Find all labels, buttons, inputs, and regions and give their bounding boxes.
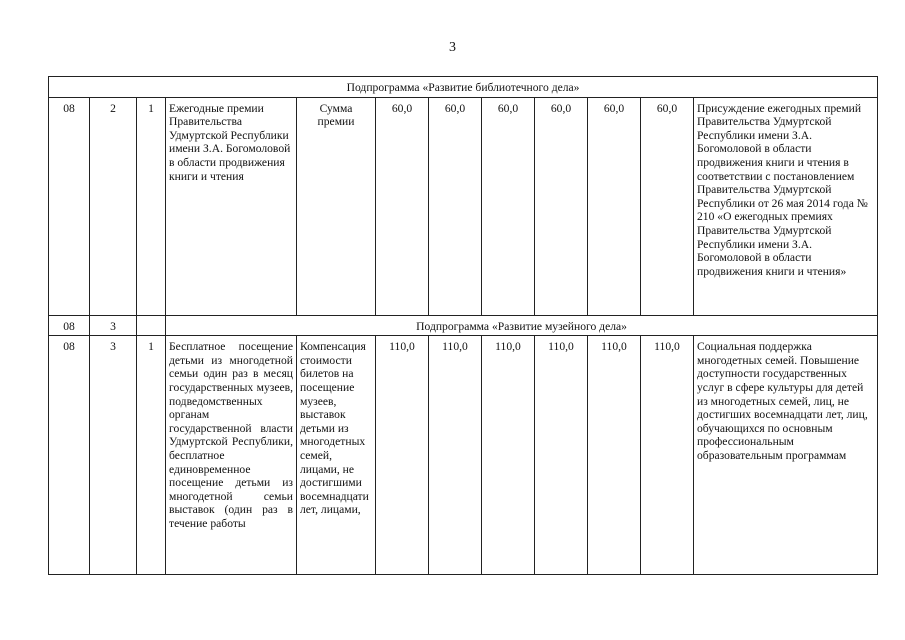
code-cell: 3 [90,336,137,575]
code-cell: 08 [49,336,90,575]
value-cell: 110,0 [641,336,694,575]
code-cell [137,315,166,336]
item-name-text: Бесплатное посещение детьми из многодетной семьи один раз в месяц государственных музеев, подведомственных органам государственной власти Удмуртской Республики, бесплатное единовременное посещение детьми из многодетной семьи выставок (один раз в течение работы [169,340,293,530]
note-cell: Присуждение ежегодных премий Правительства Удмуртской Республики имени З.А. Богомоловой в области продвижения книги и чтения в соответствии с постановлением Правительства Удмуртской Республики от 26 мая 2014 года № 210 «О ежегодных премиях Правительства Удмуртской Республики имени З.А. Богомоловой в области продвижения книги и чтения» [694,97,878,315]
section-header-row [49,315,878,336]
code-cell: 1 [137,336,166,575]
value-cell: 60,0 [429,97,482,315]
program-table [48,76,878,575]
page-number: 3 [449,40,456,55]
value-cell: 110,0 [482,336,535,575]
section-header-row [49,77,878,98]
value-cell: 110,0 [588,336,641,575]
value-cell: 60,0 [535,97,588,315]
value-cell: 60,0 [482,97,535,315]
measure-cell [297,336,376,575]
code-cell: 08 [49,315,90,336]
value-cell: 110,0 [535,336,588,575]
section-title-library: Подпрограмма «Развитие библиотечного дела» [49,77,878,98]
item-name-cell: Ежегодные премии Правительства Удмуртской Республики имени З.А. Богомоловой в области продвижения книги и чтения [166,97,297,315]
value-cell: 60,0 [641,97,694,315]
value-cell: 110,0 [429,336,482,575]
value-cell: 60,0 [588,97,641,315]
value-cell: 110,0 [376,336,429,575]
code-cell: 08 [49,97,90,315]
code-cell: 3 [90,315,137,336]
measure-text: Компенсация стоимости билетов на посещение музеев, выставок детьми из многодетных семей, лицами, не достигшими восемнадцати лет, лицами, [300,340,369,517]
code-cell: 1 [137,97,166,315]
table-row [49,336,878,575]
section-title-museum: Подпрограмма «Развитие музейного дела» [166,315,878,336]
note-cell: Социальная поддержка многодетных семей. Повышение доступности государственных услуг в сфере культуры для детей из многодетных семей, лиц, не достигших восемнадцати лет, лиц, обучающихся по основным профессиональным образовательным программам [694,336,878,575]
code-cell: 2 [90,97,137,315]
table-row [49,97,878,315]
item-name-cell [166,336,297,575]
value-cell: 60,0 [376,97,429,315]
measure-cell: Сумма премии [297,97,376,315]
